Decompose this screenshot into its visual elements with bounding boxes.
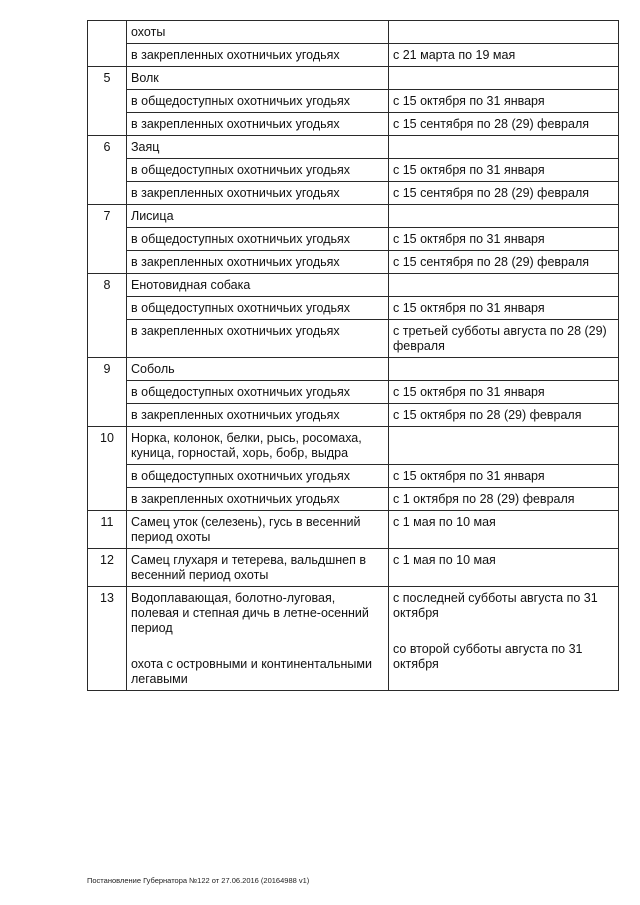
species-cell: Енотовидная собака — [127, 274, 389, 297]
legavye-period: со второй субботы августа по 31 октября — [393, 642, 583, 671]
species-cell: Волк — [127, 67, 389, 90]
period-cell: с 1 мая по 10 мая — [389, 511, 619, 549]
period-cell: с 15 октября по 31 января — [389, 90, 619, 113]
table-row — [88, 320, 619, 358]
period-cell: с 15 октября по 31 января — [389, 297, 619, 320]
period-cell: с третьей субботы августа по 28 (29) февраля — [389, 320, 619, 358]
table-row — [88, 427, 619, 465]
ground-type-cell: в закрепленных охотничьих угодьях — [127, 251, 389, 274]
table-row — [88, 465, 619, 488]
row-number: 5 — [88, 67, 127, 136]
period-cell: с 15 сентября по 28 (29) февраля — [389, 113, 619, 136]
period-cell: с последней субботы августа по 31 октября со второй субботы августа по 31 октября — [389, 587, 619, 691]
table-row — [88, 381, 619, 404]
table-row — [88, 21, 619, 44]
table-row — [88, 549, 619, 587]
ground-type-cell: в общедоступных охотничьих угодьях — [127, 297, 389, 320]
row-number: 7 — [88, 205, 127, 274]
species-cell: Лисица — [127, 205, 389, 228]
period-cell: с 15 октября по 31 января — [389, 228, 619, 251]
table-row — [88, 358, 619, 381]
table-row — [88, 587, 619, 691]
table-row — [88, 205, 619, 228]
hunting-periods-table — [87, 20, 619, 691]
ground-type-cell: в закрепленных охотничьих угодьях — [127, 404, 389, 427]
species-cell: Соболь — [127, 358, 389, 381]
row-number: 9 — [88, 358, 127, 427]
table-row — [88, 251, 619, 274]
document-footer: Постановление Губернатора №122 от 27.06.2016 (20164988 v1) — [87, 876, 310, 885]
row-number: 6 — [88, 136, 127, 205]
period-cell: с 15 сентября по 28 (29) февраля — [389, 251, 619, 274]
table-row — [88, 113, 619, 136]
ground-type-cell: в закрепленных охотничьих угодьях — [127, 320, 389, 358]
period-cell: с 15 октября по 31 января — [389, 465, 619, 488]
table-row — [88, 488, 619, 511]
species-cell: Норка, колонок, белки, рысь, росомаха, куница, горностай, хорь, бобр, выдра — [127, 427, 389, 465]
period-cell — [389, 21, 619, 44]
ground-type-cell: в закрепленных охотничьих угодьях — [127, 113, 389, 136]
period-cell: с 15 октября по 28 (29) февраля — [389, 404, 619, 427]
ground-type-cell: в общедоступных охотничьих угодьях — [127, 90, 389, 113]
period-cell: с 15 сентября по 28 (29) февраля — [389, 182, 619, 205]
table-row — [88, 136, 619, 159]
ground-type-cell: в общедоступных охотничьих угодьях — [127, 228, 389, 251]
table-row — [88, 159, 619, 182]
ground-type-cell: в общедоступных охотничьих угодьях — [127, 159, 389, 182]
species-cell: охоты — [127, 21, 389, 44]
period-cell: с 1 октября по 28 (29) февраля — [389, 488, 619, 511]
row-number — [88, 21, 127, 67]
period-cell — [389, 136, 619, 159]
ground-type-cell: в общедоступных охотничьих угодьях — [127, 465, 389, 488]
ground-type-cell: в закрепленных охотничьих угодьях — [127, 182, 389, 205]
row-number: 8 — [88, 274, 127, 358]
species-cell: Самец уток (селезень), гусь в весенний период охоты — [127, 511, 389, 549]
period-cell: с 15 октября по 31 января — [389, 381, 619, 404]
period-cell — [389, 358, 619, 381]
table-row — [88, 228, 619, 251]
period-cell — [389, 427, 619, 465]
table-row — [88, 404, 619, 427]
table-row — [88, 44, 619, 67]
species-cell: Самец глухаря и тетерева, вальдшнеп в весенний период охоты — [127, 549, 389, 587]
period-cell — [389, 274, 619, 297]
period-cell: с 1 мая по 10 мая — [389, 549, 619, 587]
table-row — [88, 511, 619, 549]
ground-type-cell: в общедоступных охотничьих угодьях — [127, 381, 389, 404]
legavye-note: охота с островными и континентальными легавыми — [131, 657, 372, 686]
table-row — [88, 90, 619, 113]
ground-type-cell: в закрепленных охотничьих угодьях — [127, 488, 389, 511]
ground-type-cell: в закрепленных охотничьих угодьях — [127, 44, 389, 67]
period-cell: с 21 марта по 19 мая — [389, 44, 619, 67]
row-number: 13 — [88, 587, 127, 691]
species-cell: Заяц — [127, 136, 389, 159]
table-row — [88, 274, 619, 297]
period-cell — [389, 205, 619, 228]
period-cell — [389, 67, 619, 90]
row-number: 11 — [88, 511, 127, 549]
row-number: 12 — [88, 549, 127, 587]
species-cell: Водоплавающая, болотно-луговая, полевая и степная дичь в летне-осенний период охота с островными и континентальными легавыми — [127, 587, 389, 691]
table-row — [88, 67, 619, 90]
table-row — [88, 182, 619, 205]
row-number: 10 — [88, 427, 127, 511]
table-row — [88, 297, 619, 320]
period-cell: с 15 октября по 31 января — [389, 159, 619, 182]
